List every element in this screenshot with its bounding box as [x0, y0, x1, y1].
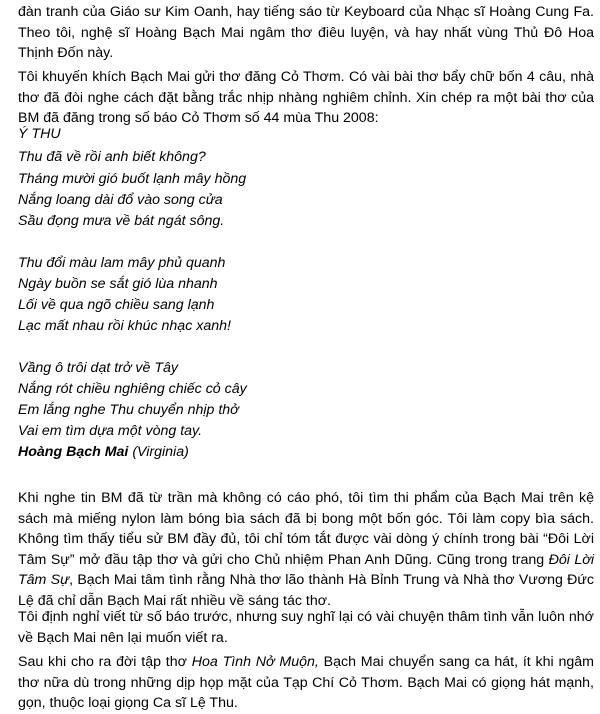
poem-line: Sầu đọng mưa về bát ngát sông.	[18, 213, 225, 229]
poem-line: Thu đã về rồi anh biết không?	[18, 149, 206, 165]
paragraph-submission: Tôi khuyến khích Bạch Mai gửi thơ đăng Cỏ Thơm. Có vài bài thơ bẩy chữ bốn 4 câu, nhà thơ đã đòi nghe cách đặt bằng trắc nhịp nhàng nghiêm chỉnh. Xin chép ra một bài thơ của BM đã đăng trong số báo Cỏ Thơm số 44 mùa Thu 2008:	[18, 69, 594, 126]
intro-paragraph: đàn tranh của Giáo sư Kim Oanh, hay tiếng sáo từ Keyboard của Nhạc sĩ Hoàng Cung Fa. Theo tôi, nghệ sĩ Hoàng Bạch Mai ngâm thơ điêu luyện, và hay nhất vùng Thủ Đô Hoa Thịnh Đốn này.	[18, 4, 594, 61]
text-run: , Bạch Mai tâm tình rằng Nhà thơ lão thành Hà Bỉnh Trung và Nhà thơ Vương Đức Lệ đã chỉ dẫn Bạch Mai rất nhiều về sáng tác thơ.	[18, 572, 594, 609]
poem-line: Vầng ô trôi dạt trở về Tây	[18, 360, 178, 376]
poem-line: Nắng loang dài đổ vào song cửa	[18, 192, 223, 208]
poem-signature	[18, 442, 189, 462]
poem-title: Ý THU	[18, 126, 61, 142]
poem-line: Thu đổi màu lam mây phủ quanh	[18, 255, 226, 271]
text-run: Sau khi cho ra đời tập thơ	[18, 654, 192, 670]
poem-line: Nắng rót chiều nghiêng chiếc cỏ cây	[18, 381, 247, 397]
text-run: Bạch Mai chuyển sang ca hát, ít khi ngâm thơ nữa dù trong những dịp họp mặt của Tạp Chí Cỏ Thơm. Bạch Mai có giọng hát mạnh, gọn, thuộc loại giọng Ca sĩ Lệ Thu.	[18, 654, 594, 711]
poem-line: Ngày buồn se sắt gió lùa nhanh	[18, 276, 218, 292]
poem-location: (Virginia)	[128, 444, 189, 460]
text-run: Khi nghe tin BM đã từ trần mà không có cáo phó, tôi tìm thi phẩm của Bạch Mai trên kệ sách mà miếng nylon làm bóng bìa sách đã bị bong một bốn góc. Tôi làm copy bìa sách. Không tìm thấy tiểu sử BM đầy đủ, tôi chỉ tóm tắt được vài dòng ý chính trong bài “Đôi Lời Tâm Sự” mở đầu tập thơ và gửi cho Chủ nhiệm Phan Anh Dũng. Cũng trong trang	[18, 490, 594, 568]
poem-author: Hoàng Bạch Mai	[18, 444, 129, 460]
poem-line: Lối về qua ngõ chiều sang lạnh	[18, 297, 215, 313]
paragraph-singing	[18, 652, 594, 714]
poetry-collection-title: Hoa Tình Nở Muộn,	[191, 654, 319, 670]
paragraph-passing	[18, 488, 594, 611]
poem-line: Lạc mất nhau rồi khúc nhạc xanh!	[18, 318, 231, 334]
poem-line: Tháng mười gió buốt lạnh mây hồng	[18, 171, 247, 187]
poem-line: Vai em tìm dựa một vòng tay.	[18, 423, 203, 439]
paragraph-decision: Tôi định nghỉ viết từ số báo trước, nhưng suy nghĩ lại có vài chuyện thâm tình vẫn luôn nhớ về Bạch Mai nên lại muốn viết ra.	[18, 609, 594, 646]
poem-line: Em lắng nghe Thu chuyển nhịp thở	[18, 402, 239, 418]
book-title-ref: Đôi Lời Tâm Sự	[18, 551, 594, 588]
